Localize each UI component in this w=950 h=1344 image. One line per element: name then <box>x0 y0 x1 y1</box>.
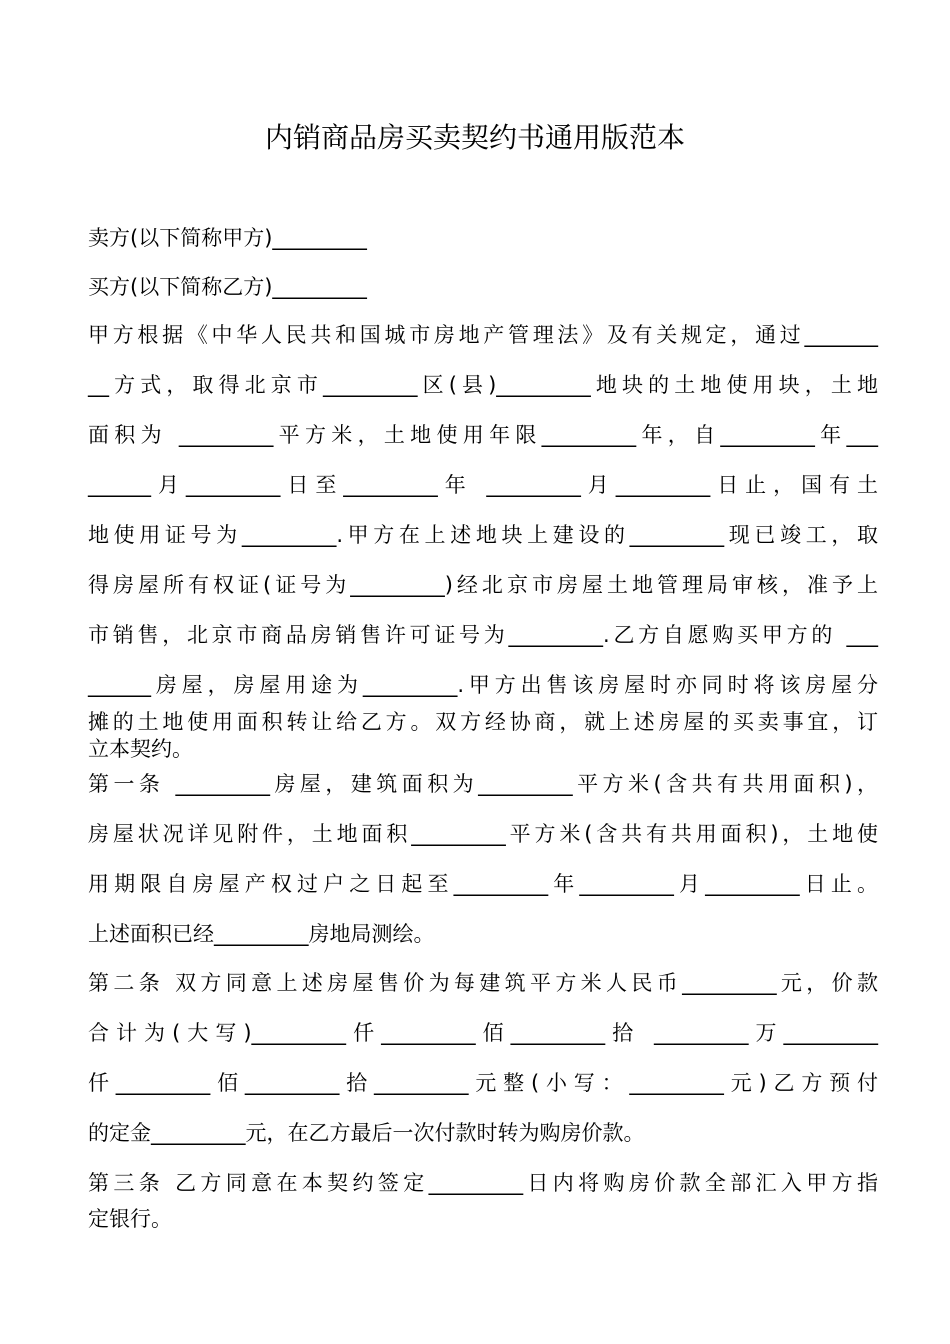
paragraph-line: ______月_________日至_________年 _________月_________日止，国有土 <box>88 473 878 497</box>
seller-line: 卖方(以下简称甲方)_________ <box>88 226 367 250</box>
paragraph-line: 得房屋所有权证(证号为_________)经北京市房屋土地管理局审核，准予上 <box>88 573 878 597</box>
paragraph-line: 摊的土地使用面积转让给乙方。双方经协商，就上述房屋的买卖事宜，订 <box>88 710 878 734</box>
article-1-line: 上述面积已经_________房地局测绘。 <box>88 922 435 946</box>
article-1-line: 用期限自房屋产权过户之日起至_________年_________月_________日止。 <box>88 872 878 896</box>
article-2-line: 的定金_________元，在乙方最后一次付款时转为购房价款。 <box>88 1121 645 1145</box>
buyer-line: 买方(以下简称乙方)_________ <box>88 275 367 299</box>
article-1-line: 房屋状况详见附件，土地面积_________平方米(含共有共用面积)，土地使 <box>88 822 878 846</box>
article-3-line: 第三条 乙方同意在本契约签定_________日内将购房价款全部汇入甲方指 <box>88 1171 878 1195</box>
paragraph-line: 地使用证号为_________.甲方在上述地块上建设的_________现已竣工，取 <box>88 523 878 547</box>
article-1-line: 第一条 _________房屋，建筑面积为_________平方米(含共有共用面积)， <box>88 772 878 796</box>
paragraph-line: 市销售，北京市商品房销售许可证号为_________.乙方自愿购买甲方的 ___ <box>88 623 878 647</box>
article-2-line: 第二条 双方同意上述房屋售价为每建筑平方米人民币_________元，价款 <box>88 971 878 995</box>
paragraph-line: ______房屋，房屋用途为_________.甲方出售该房屋时亦同时将该房屋分 <box>88 673 878 697</box>
document-title: 内销商品房买卖契约书通用版范本 <box>264 121 685 154</box>
paragraph-line: 立本契约。 <box>88 737 193 761</box>
article-3-line: 定银行。 <box>88 1207 172 1231</box>
paragraph-line: 面积为 _________平方米，土地使用年限_________年，自_________年___ <box>88 423 878 447</box>
paragraph-line: 甲方根据《中华人民共和国城市房地产管理法》及有关规定，通过_______ <box>88 323 878 347</box>
paragraph-line: __方式，取得北京市_________区(县)_________地块的土地使用块，土地 <box>88 373 878 397</box>
article-2-line: 合计为(大写)_________仟_________佰_________拾 _________万_________ <box>88 1021 878 1045</box>
article-2-line: 仟_________佰_________拾_________元整(小写：_________元)乙方预付 <box>88 1071 878 1095</box>
